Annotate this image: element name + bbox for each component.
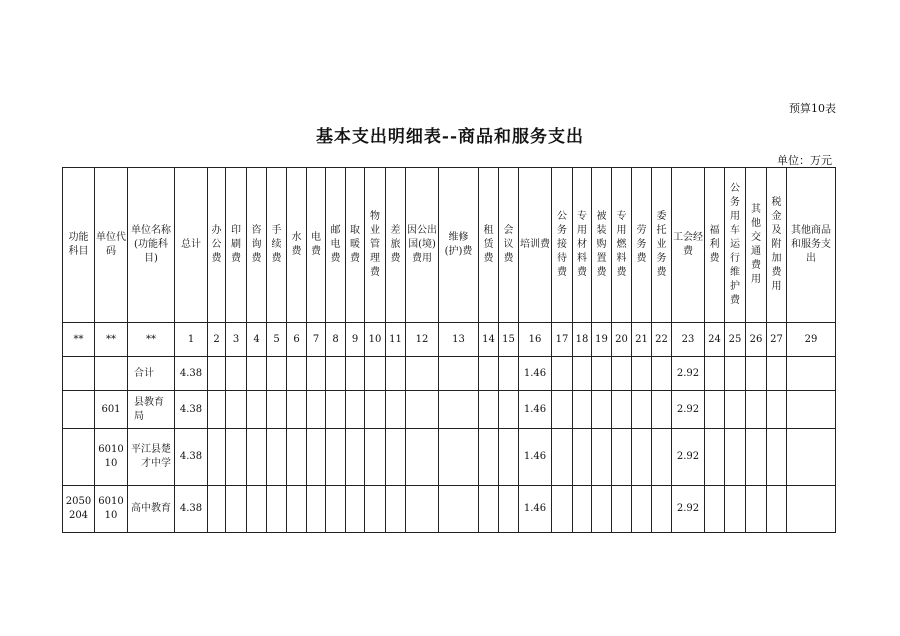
training-fee-cell: 1.46: [519, 391, 552, 429]
sequence-number-cell: 6: [287, 323, 307, 357]
column-header: 其他交通费用: [746, 168, 767, 323]
column-header: 咨询费: [247, 168, 267, 323]
column-header: 维修(护)费: [439, 168, 479, 323]
expense-table: [62, 167, 836, 533]
sequence-number-cell: 21: [632, 323, 652, 357]
unit-name-cell: 平江县楚才中学: [128, 429, 175, 486]
column-header: 培训费: [519, 168, 552, 323]
sequence-number-cell: 2: [208, 323, 226, 357]
column-header: 福利费: [705, 168, 725, 323]
column-header: 水费: [287, 168, 307, 323]
column-header: 税金及附加费用: [767, 168, 787, 323]
sequence-number-cell: 10: [365, 323, 386, 357]
sequence-number-cell: 16: [519, 323, 552, 357]
column-header: 取暖费: [346, 168, 365, 323]
training-fee-cell: 1.46: [519, 429, 552, 486]
sequence-number-cell: 7: [307, 323, 326, 357]
sequence-number-cell: 25: [725, 323, 746, 357]
table-row: [63, 429, 836, 486]
unit-name-cell: 县教育局: [128, 391, 175, 429]
union-fee-cell: 2.92: [672, 429, 705, 486]
total-cell: 4.38: [175, 429, 208, 486]
column-header: 总计: [175, 168, 208, 323]
sequence-number-cell: **: [63, 323, 95, 357]
func-code-cell: [63, 391, 95, 429]
unit-code-cell: 601010: [95, 486, 128, 533]
column-header: 因公出国(境)费用: [406, 168, 439, 323]
column-header: 物业管理费: [365, 168, 386, 323]
sequence-number-cell: 8: [326, 323, 346, 357]
sequence-number-cell: 11: [386, 323, 406, 357]
sequence-number-cell: 9: [346, 323, 365, 357]
table-row: [63, 391, 836, 429]
sequence-number-cell: 29: [787, 323, 836, 357]
column-header: 委托业务费: [652, 168, 672, 323]
unit-code-cell: [95, 357, 128, 391]
sequence-number-cell: 15: [499, 323, 519, 357]
column-header: 专用材料费: [573, 168, 592, 323]
column-header: 工会经费: [672, 168, 705, 323]
unit-code-cell: 601010: [95, 429, 128, 486]
union-fee-cell: 2.92: [672, 486, 705, 533]
unit-label: 单位：万元: [777, 154, 832, 167]
column-header: 专用燃料费: [612, 168, 632, 323]
sequence-number-cell: 1: [175, 323, 208, 357]
sequence-number-cell: 20: [612, 323, 632, 357]
func-code-cell: [63, 429, 95, 486]
column-header: 邮电费: [326, 168, 346, 323]
sequence-number-cell: 3: [226, 323, 247, 357]
sequence-number-cell: 17: [552, 323, 573, 357]
sequence-number-cell: 22: [652, 323, 672, 357]
sequence-number-cell: **: [95, 323, 128, 357]
training-fee-cell: 1.46: [519, 357, 552, 391]
table-row: [63, 486, 836, 533]
column-header: 被装购置费: [592, 168, 612, 323]
total-cell: 4.38: [175, 391, 208, 429]
column-header: 劳务费: [632, 168, 652, 323]
sequence-number-cell: 18: [573, 323, 592, 357]
table-row: [63, 357, 836, 391]
sequence-number-cell: 13: [439, 323, 479, 357]
column-header: 其他商品和服务支出: [787, 168, 836, 323]
total-cell: 4.38: [175, 357, 208, 391]
column-header: 差旅费: [386, 168, 406, 323]
unit-code-cell: 601: [95, 391, 128, 429]
budget-number: 预算10表: [789, 102, 836, 115]
sequence-number-cell: 24: [705, 323, 725, 357]
sequence-number-cell: 26: [746, 323, 767, 357]
union-fee-cell: 2.92: [672, 391, 705, 429]
column-header: 印刷费: [226, 168, 247, 323]
column-header: 公务用车运行维护费: [725, 168, 746, 323]
column-header: 租赁费: [479, 168, 499, 323]
sequence-number-cell: 23: [672, 323, 705, 357]
unit-name-cell: 高中教育: [128, 486, 175, 533]
unit-name-cell: 合计: [128, 357, 175, 391]
column-header: 单位名称(功能科目): [128, 168, 175, 323]
page-title: 基本支出明细表--商品和服务支出: [315, 127, 585, 147]
sequence-number-cell: 14: [479, 323, 499, 357]
union-fee-cell: 2.92: [672, 357, 705, 391]
sequence-number-cell: 19: [592, 323, 612, 357]
training-fee-cell: 1.46: [519, 486, 552, 533]
sequence-number-cell: 4: [247, 323, 267, 357]
column-header: 会议费: [499, 168, 519, 323]
func-code-cell: [63, 357, 95, 391]
column-header: 办公费: [208, 168, 226, 323]
column-header: 手续费: [267, 168, 287, 323]
column-header: 单位代码: [95, 168, 128, 323]
sequence-number-cell: 5: [267, 323, 287, 357]
func-code-cell: 2050204: [63, 486, 95, 533]
sequence-number-cell: **: [128, 323, 175, 357]
sequence-number-cell: 27: [767, 323, 787, 357]
total-cell: 4.38: [175, 486, 208, 533]
column-header: 功能科目: [63, 168, 95, 323]
sequence-number-cell: 12: [406, 323, 439, 357]
column-header: 公务接待费: [552, 168, 573, 323]
column-header: 电费: [307, 168, 326, 323]
